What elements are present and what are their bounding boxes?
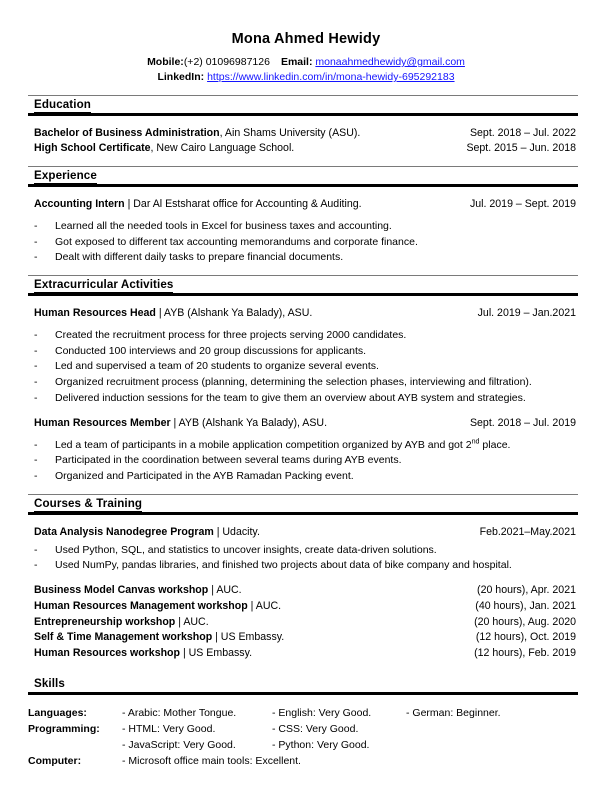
education-degree: High School Certificate	[34, 142, 151, 155]
table-row	[28, 705, 501, 721]
list-item	[34, 250, 578, 266]
workshop-row	[28, 599, 578, 615]
workshop-left	[34, 630, 284, 646]
extracurricular-entry	[28, 416, 578, 432]
workshop-meta: (20 hours), Aug. 2020	[474, 615, 576, 628]
extracurricular-role: Human Resources Member	[34, 416, 171, 429]
list-item-text: Used Python, SQL, and statistics to uncover insights, create data-driven solutions.	[55, 543, 437, 556]
list-item	[34, 391, 578, 407]
list-item-text: Led a team of participants in a mobile application competition organized by AYB and got 2nd place.	[55, 437, 511, 451]
skills-cell: - English: Very Good.	[272, 706, 372, 719]
linkedin-label: LinkedIn:	[157, 71, 205, 84]
education-dates: Sept. 2018 – Jul. 2022	[469, 126, 576, 139]
extracurricular-entry	[28, 306, 578, 322]
list-item-text: Delivered induction sessions for the team to give them an overview about AYB system and strategies.	[55, 391, 526, 404]
workshop-row	[28, 583, 578, 599]
skills-row-label	[28, 737, 122, 753]
skills-cell: - Python: Very Good.	[272, 739, 370, 752]
extracurricular-entry-left	[34, 306, 312, 322]
skills-cell	[406, 737, 501, 753]
section-heading-extracurricular	[28, 275, 578, 296]
dash-bullet-icon: -	[34, 219, 38, 232]
experience-company: | Dar Al Estsharat office for Accounting & Auditing.	[124, 197, 362, 210]
experience-role: Accounting Intern	[34, 197, 125, 210]
email-link[interactable]: monaahmedhewidy@gmail.com	[315, 56, 465, 69]
dash-bullet-icon: -	[34, 360, 38, 373]
workshop-left	[34, 615, 209, 631]
table-row	[28, 753, 501, 769]
list-item-text: Got exposed to different tax accounting memorandums and corporate finance.	[55, 235, 418, 248]
dash-bullet-icon: -	[34, 235, 38, 248]
dash-bullet-icon: -	[34, 328, 38, 341]
list-item	[34, 344, 578, 360]
list-item	[34, 219, 578, 235]
list-item-text: Organized recruitment process (planning, determining the selection phases, interviewing and filtration).	[55, 376, 532, 389]
education-entry	[28, 126, 578, 142]
contact-line-2	[0, 70, 612, 85]
workshop-left	[34, 583, 242, 599]
list-item-text: Conducted 100 interviews and 20 group discussions for applicants.	[55, 344, 367, 357]
education-entry-left	[34, 126, 360, 142]
extracurricular-bullet-list	[28, 438, 578, 485]
extracurricular-org: | AYB (Alshank Ya Balady), ASU.	[155, 307, 313, 320]
experience-bullet-list	[28, 219, 578, 266]
education-entry-left	[34, 141, 294, 157]
dash-bullet-icon: -	[34, 454, 38, 467]
table-row	[28, 721, 501, 737]
section-heading-courses-label: Courses & Training	[34, 496, 143, 510]
list-item	[34, 453, 578, 469]
course-entry-left	[34, 525, 260, 541]
workshop-provider: | US Embassy.	[180, 646, 253, 659]
experience-entry	[28, 197, 578, 213]
workshop-left	[34, 599, 281, 615]
extracurricular-entry-left	[34, 416, 327, 432]
spacer	[28, 407, 578, 416]
list-item	[34, 558, 578, 574]
dash-bullet-icon: -	[34, 251, 38, 264]
skills-cell: - JavaScript: Very Good.	[122, 739, 236, 752]
course-entry	[28, 525, 578, 541]
list-item	[34, 543, 578, 559]
list-item	[34, 438, 578, 454]
dash-bullet-icon: -	[34, 470, 38, 483]
skills-cell: - CSS: Very Good.	[272, 722, 359, 735]
workshop-title: Human Resources workshop	[34, 646, 180, 659]
email-label: Email:	[280, 56, 313, 69]
course-title: Data Analysis Nanodegree Program	[34, 525, 214, 538]
skills-table	[28, 705, 501, 770]
workshop-provider: | US Embassy.	[212, 631, 285, 644]
resume-header	[0, 0, 612, 86]
skills-cell: - Arabic: Mother Tongue.	[122, 706, 237, 719]
list-item-text: Organized and Participated in the AYB Ramadan Packing event.	[55, 470, 354, 483]
workshop-title: Human Resources Management workshop	[34, 599, 248, 612]
section-heading-courses	[28, 494, 578, 515]
section-courses	[28, 494, 578, 662]
course-dates: Feb.2021–May.2021	[479, 525, 576, 538]
workshop-row	[28, 615, 578, 631]
workshop-meta: (40 hours), Jan. 2021	[475, 599, 576, 612]
experience-entry-left	[34, 197, 362, 213]
dash-bullet-icon: -	[34, 391, 38, 404]
section-skills	[28, 676, 578, 770]
workshop-row	[28, 630, 578, 646]
dash-bullet-icon: -	[34, 438, 38, 451]
dash-bullet-icon: -	[34, 344, 38, 357]
mobile-value: (+2) 01096987126	[183, 56, 270, 69]
list-item-text: Created the recruitment process for three projects serving 2000 candidates.	[55, 328, 407, 341]
list-item-text: Participated in the coordination between several teams during AYB events.	[55, 454, 402, 467]
workshop-provider: | AUC.	[247, 599, 282, 612]
education-degree: Bachelor of Business Administration	[34, 126, 220, 139]
list-item-text: Dealt with different daily tasks to prepare financial documents.	[55, 251, 344, 264]
section-heading-extracurricular-label: Extracurricular Activities	[34, 278, 174, 292]
list-item	[34, 375, 578, 391]
contact-line-1	[0, 55, 612, 70]
dash-bullet-icon: -	[34, 543, 38, 556]
workshop-title: Self & Time Management workshop	[34, 631, 213, 644]
list-item	[34, 235, 578, 251]
candidate-name: Mona Ahmed Hewidy	[231, 31, 381, 47]
education-institution: , Ain Shams University (ASU).	[219, 126, 361, 139]
linkedin-link[interactable]: https://www.linkedin.com/in/mona-hewidy-695292183	[207, 71, 455, 84]
section-education	[28, 95, 578, 157]
section-heading-education	[28, 95, 578, 116]
extracurricular-org: | AYB (Alshank Ya Balady), ASU.	[170, 416, 328, 429]
dash-bullet-icon: -	[34, 559, 38, 572]
dash-bullet-icon: -	[34, 376, 38, 389]
spacer	[28, 574, 578, 583]
workshop-meta: (12 hours), Oct. 2019	[475, 631, 576, 644]
skills-cell: - Microsoft office main tools: Excellent.	[122, 755, 301, 768]
extracurricular-dates: Sept. 2018 – Jul. 2019	[469, 416, 576, 429]
skills-row-label: Computer:	[28, 755, 82, 768]
workshop-left	[34, 646, 252, 662]
list-item	[34, 328, 578, 344]
course-provider: | Udacity.	[213, 525, 260, 538]
workshop-title: Entrepreneurship workshop	[34, 615, 176, 628]
list-item	[34, 359, 578, 375]
workshop-provider: | AUC.	[208, 584, 242, 597]
workshop-row	[28, 646, 578, 662]
workshop-provider: | AUC.	[175, 615, 209, 628]
skills-cell: - German: Beginner.	[406, 706, 501, 719]
course-bullet-list	[28, 543, 578, 575]
section-heading-education-label: Education	[34, 97, 91, 111]
workshop-title: Business Model Canvas workshop	[34, 584, 209, 597]
experience-dates: Jul. 2019 – Sept. 2019	[469, 197, 576, 210]
skills-cell	[406, 721, 501, 737]
education-dates: Sept. 2015 – Jun. 2018	[466, 142, 576, 155]
skills-cell: - HTML: Very Good.	[122, 722, 216, 735]
extracurricular-dates: Jul. 2019 – Jan.2021	[477, 307, 576, 320]
section-experience	[28, 166, 578, 266]
list-item	[34, 469, 578, 485]
list-item-text: Used NumPy, pandas libraries, and finished two projects about data of bike company and hospital.	[55, 559, 512, 572]
section-extracurricular	[28, 275, 578, 485]
section-heading-skills	[28, 676, 578, 695]
workshop-meta: (12 hours), Feb. 2019	[474, 646, 576, 659]
extracurricular-bullet-list	[28, 328, 578, 407]
list-item-text: Learned all the needed tools in Excel for business taxes and accounting.	[55, 219, 392, 232]
section-heading-skills-label: Skills	[34, 676, 65, 690]
mobile-label: Mobile:	[147, 56, 184, 69]
education-institution: , New Cairo Language School.	[150, 142, 295, 155]
section-heading-experience	[28, 166, 578, 187]
skills-row-label: Programming:	[28, 722, 100, 735]
table-row	[28, 737, 501, 753]
skills-row-label: Languages:	[28, 706, 87, 719]
section-heading-experience-label: Experience	[34, 168, 97, 182]
list-item-text: Led and supervised a team of 20 students to organize several events.	[55, 360, 379, 373]
workshop-meta: (20 hours), Apr. 2021	[477, 584, 576, 597]
extracurricular-role: Human Resources Head	[34, 307, 156, 320]
education-entry	[28, 141, 578, 157]
